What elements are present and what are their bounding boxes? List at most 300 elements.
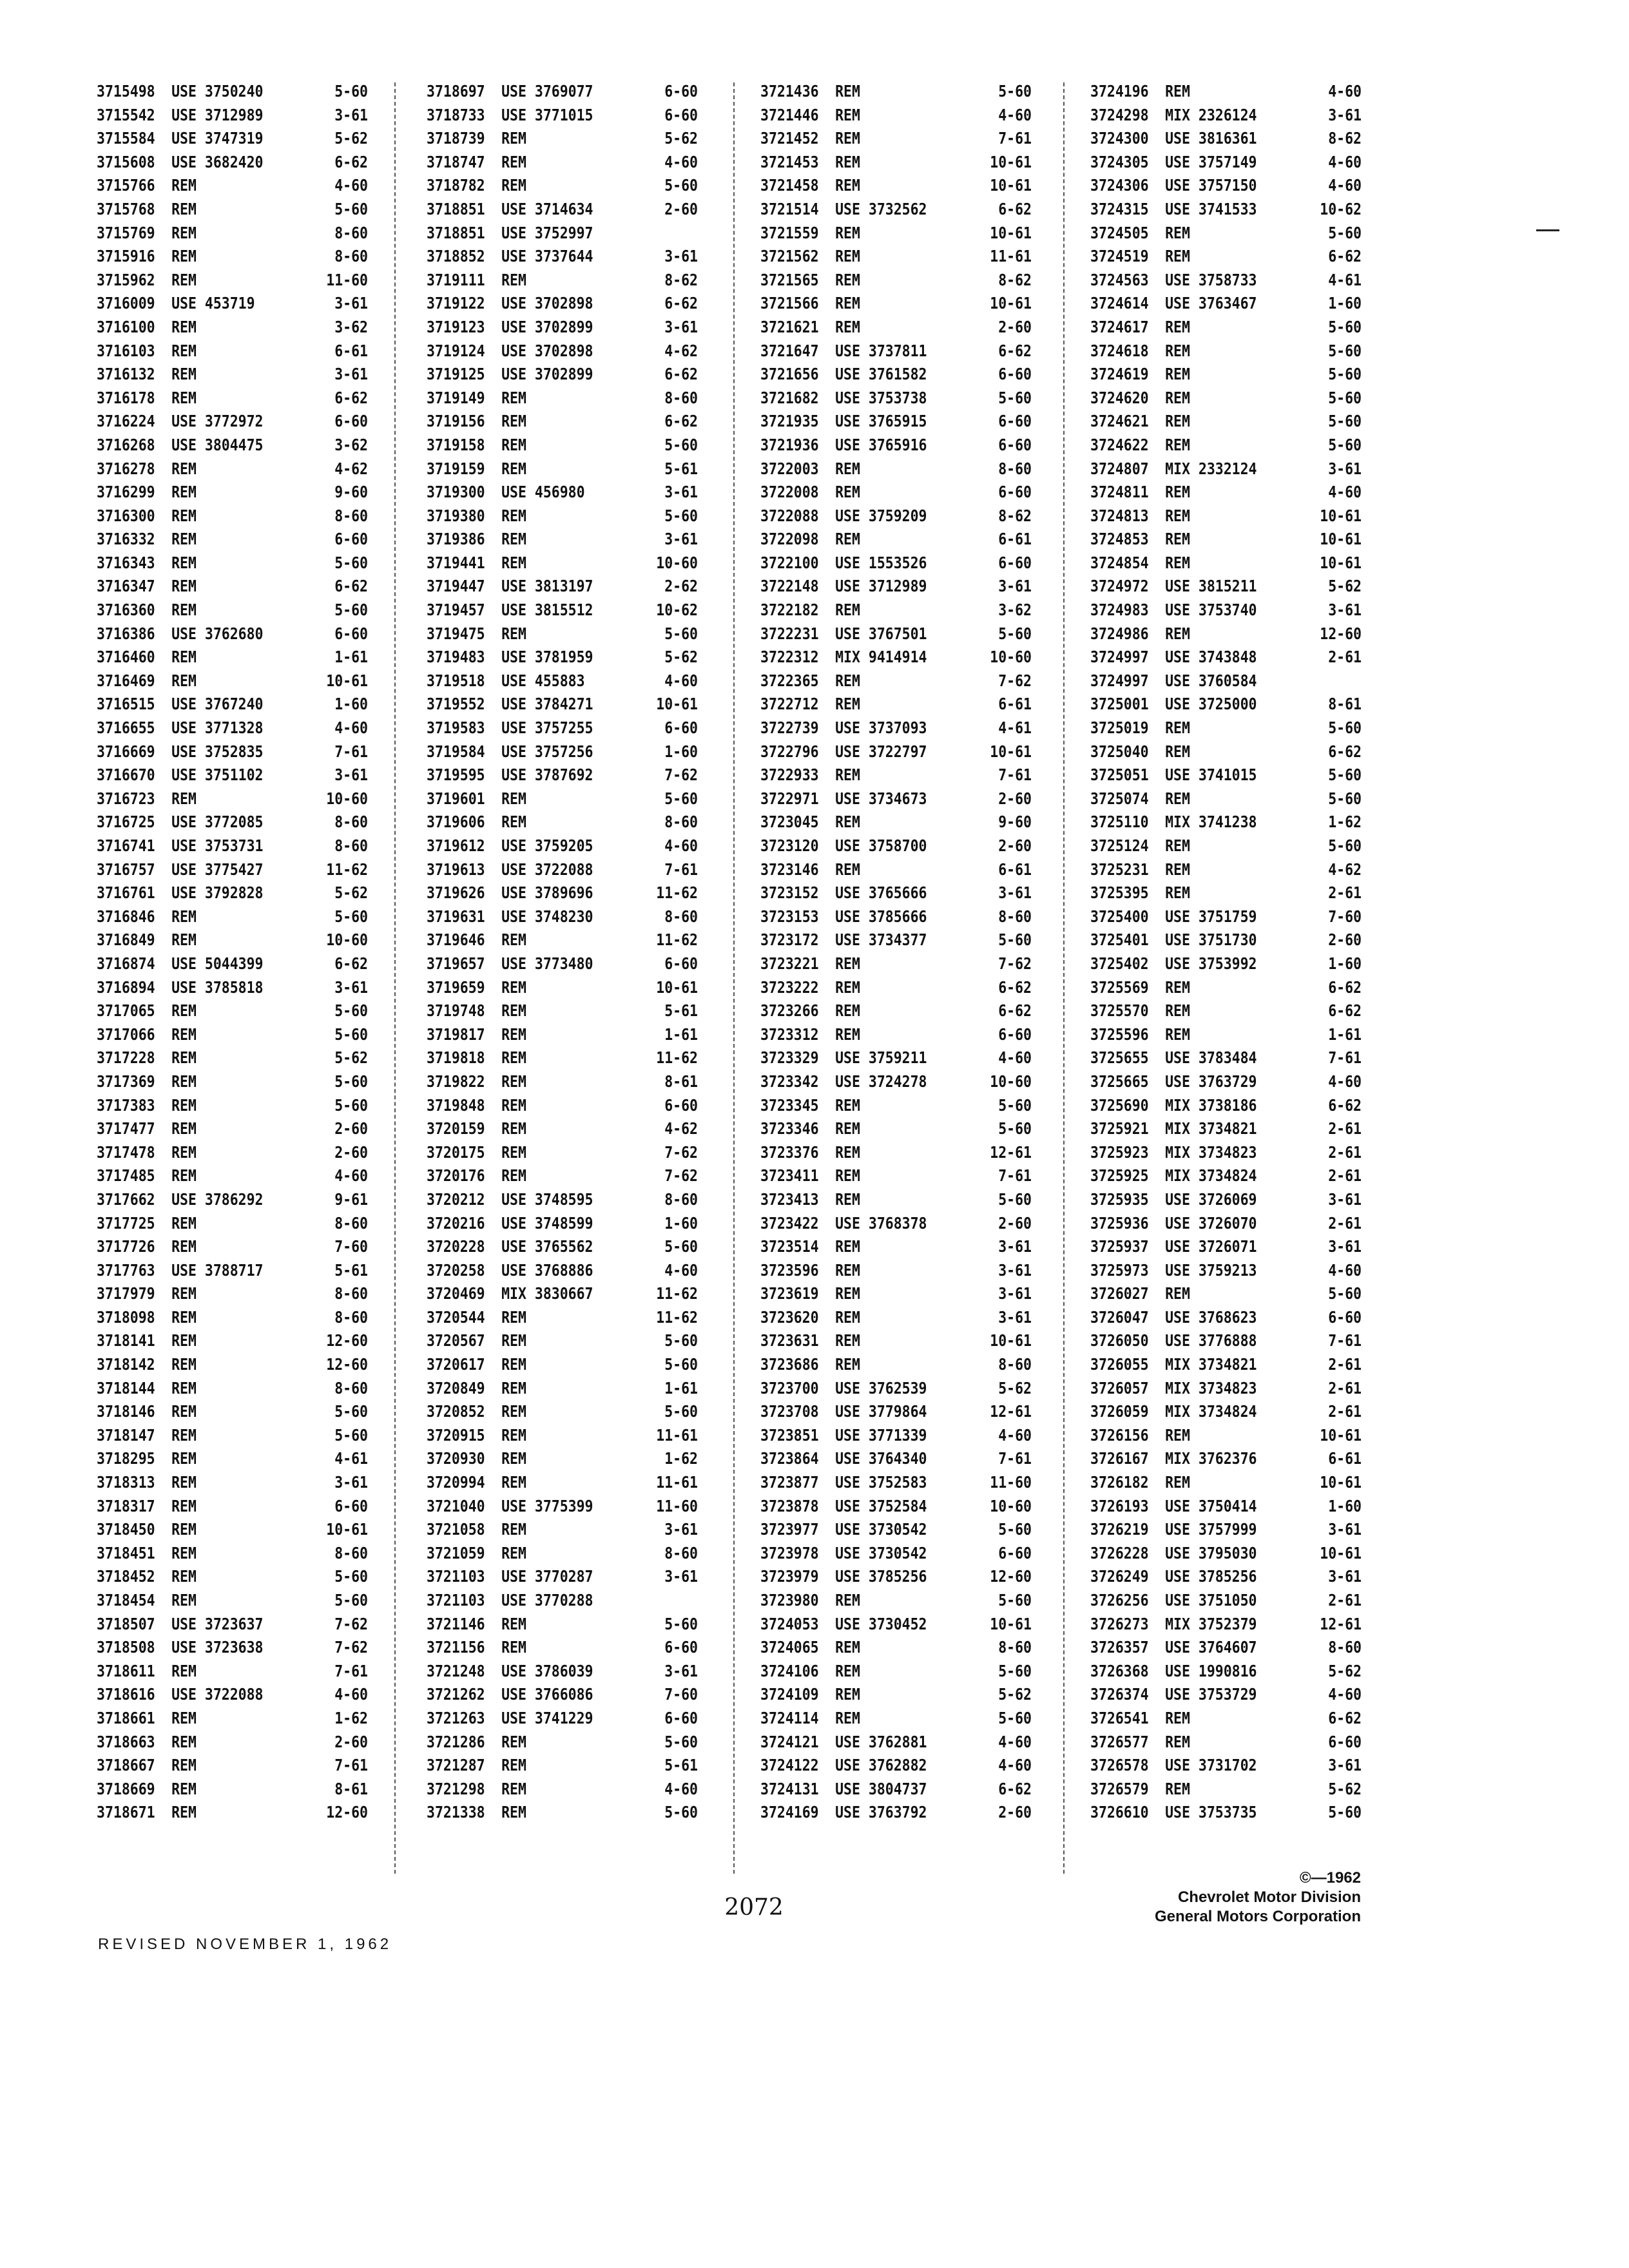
effective-date: 5-60 [334, 1402, 368, 1421]
corporation-name: General Motors Corporation [1154, 1908, 1361, 1925]
effective-date: 7-61 [998, 1166, 1032, 1186]
part-entry [97, 1754, 368, 1778]
part-entry [427, 1282, 698, 1306]
part-number: 3719475 [427, 624, 485, 643]
effective-date: 8-61 [664, 1072, 698, 1091]
effective-date: 4-61 [334, 1449, 368, 1468]
effective-date: 12-60 [990, 1567, 1032, 1586]
part-action: REM [1165, 977, 1190, 997]
effective-date: 4-60 [334, 1166, 368, 1186]
part-action: REM [835, 1638, 860, 1657]
part-entry [97, 1353, 368, 1377]
part-entry [427, 976, 698, 1000]
part-entry [427, 952, 698, 976]
part-entry [97, 1731, 368, 1754]
effective-date: 9-60 [334, 483, 368, 502]
part-entry [1090, 1778, 1362, 1802]
part-entry [97, 716, 368, 740]
part-action: USE 3702899 [501, 317, 593, 336]
part-entry [760, 669, 1032, 693]
part-action: REM [171, 270, 197, 289]
part-entry [97, 104, 368, 128]
part-action: REM [835, 1237, 860, 1256]
effective-date: 3-61 [334, 365, 368, 384]
part-number: 3718295 [97, 1449, 155, 1468]
part-entry [427, 1495, 698, 1519]
part-action: USE 3762882 [835, 1756, 927, 1775]
part-action: USE 3722088 [171, 1685, 264, 1704]
part-action: REM [171, 199, 197, 218]
effective-date: 5-62 [1328, 577, 1362, 596]
part-entry [427, 599, 698, 622]
part-number: 3721338 [427, 1803, 485, 1822]
part-action: USE 3750240 [171, 82, 264, 101]
part-action: MIX 9414914 [835, 648, 927, 667]
part-number: 3716849 [97, 930, 155, 950]
part-action: USE 3752997 [501, 223, 593, 242]
part-action: USE 3781959 [501, 648, 593, 667]
part-entry [97, 1636, 368, 1660]
part-action: REM [501, 1543, 526, 1562]
part-action: REM [171, 223, 197, 242]
effective-date: 6-62 [998, 977, 1032, 997]
part-number: 3721103 [427, 1567, 485, 1586]
part-action: REM [501, 1001, 526, 1021]
effective-date: 7-61 [334, 1756, 368, 1775]
part-entry [427, 80, 698, 104]
part-action: REM [171, 388, 197, 407]
part-action: USE 3769077 [501, 82, 593, 101]
part-entry [760, 693, 1032, 716]
part-entry [97, 363, 368, 387]
part-entry [427, 1471, 698, 1495]
effective-date: 7-61 [334, 1661, 368, 1680]
part-entry [427, 716, 698, 740]
part-entry [760, 1141, 1032, 1165]
effective-date: 7-62 [334, 1614, 368, 1633]
part-number: 3719631 [427, 907, 485, 926]
part-number: 3725596 [1090, 1024, 1149, 1044]
part-action: USE 3724278 [835, 1072, 927, 1091]
part-number: 3725040 [1090, 742, 1149, 761]
effective-date: 5-62 [334, 1048, 368, 1068]
part-action: USE 3760584 [1165, 671, 1257, 690]
part-number: 3721453 [760, 152, 819, 171]
part-number: 3718661 [97, 1708, 155, 1727]
part-number: 3723422 [760, 1213, 819, 1233]
effective-date: 4-60 [1328, 1260, 1362, 1280]
effective-date: 5-60 [334, 1095, 368, 1115]
part-action: USE 3761582 [835, 365, 927, 384]
part-entry [97, 622, 368, 646]
part-action: USE 3785256 [835, 1567, 927, 1586]
effective-date: 5-60 [998, 1520, 1032, 1539]
part-entry [1090, 1046, 1362, 1070]
effective-date: 5-60 [664, 176, 698, 195]
part-number: 3718616 [97, 1685, 155, 1704]
part-entry [1090, 174, 1362, 198]
part-action: MIX 3741238 [1165, 812, 1257, 832]
effective-date: 5-60 [664, 1614, 698, 1633]
part-entry [1090, 905, 1362, 929]
part-entry [97, 811, 368, 834]
part-number: 3719386 [427, 530, 485, 549]
part-number: 3719122 [427, 294, 485, 313]
effective-date: 7-61 [1328, 1048, 1362, 1068]
effective-date: 6-60 [664, 105, 698, 124]
part-action: REM [171, 1142, 197, 1162]
part-entry [427, 1683, 698, 1707]
effective-date: 1-62 [664, 1449, 698, 1468]
effective-date: 10-61 [656, 977, 698, 997]
part-entry [97, 1282, 368, 1306]
part-action: USE 3737093 [835, 718, 927, 738]
revision-date: REVISED NOVEMBER 1, 1962 [98, 1936, 392, 1953]
effective-date: 8-60 [334, 1378, 368, 1398]
part-number: 3720915 [427, 1425, 485, 1445]
part-number: 3716268 [97, 435, 155, 454]
part-entry [97, 1447, 368, 1471]
part-entry [97, 151, 368, 175]
part-action: REM [171, 1307, 197, 1327]
effective-date: 5-60 [1328, 435, 1362, 454]
part-entry [427, 1117, 698, 1141]
part-number: 3719156 [427, 412, 485, 431]
part-entry [97, 1070, 368, 1094]
effective-date: 2-61 [1328, 1591, 1362, 1610]
part-number: 3724122 [760, 1756, 819, 1775]
part-entry [97, 1613, 368, 1637]
part-number: 3715608 [97, 152, 155, 171]
part-entry [1090, 1542, 1362, 1566]
part-action: USE 3784271 [501, 695, 593, 714]
part-number: 3718147 [97, 1425, 155, 1445]
part-entry [760, 481, 1032, 505]
part-action: REM [835, 1189, 860, 1209]
part-number: 3721935 [760, 412, 819, 431]
effective-date: 4-60 [998, 1048, 1032, 1068]
part-action: REM [171, 1543, 197, 1562]
part-action: USE 3737644 [501, 247, 593, 266]
effective-date: 3-61 [664, 1520, 698, 1539]
part-entry [760, 1518, 1032, 1542]
effective-date: 11-62 [656, 1307, 698, 1327]
part-entry [427, 811, 698, 834]
part-entry [760, 952, 1032, 976]
part-number: 3716103 [97, 341, 155, 360]
part-action: USE 3757150 [1165, 176, 1257, 195]
part-number: 3718146 [97, 1402, 155, 1421]
part-action: REM [1165, 742, 1190, 761]
part-number: 3716725 [97, 812, 155, 832]
effective-date: 6-60 [998, 483, 1032, 502]
part-action: USE 3723637 [171, 1614, 264, 1633]
part-number: 3717066 [97, 1024, 155, 1044]
part-entry [427, 174, 698, 198]
part-number: 3717478 [97, 1142, 155, 1162]
part-entry [760, 1495, 1032, 1519]
part-action: USE 5044399 [171, 954, 264, 973]
part-action: REM [501, 1756, 526, 1775]
effective-date: 6-62 [1328, 742, 1362, 761]
effective-date: 7-61 [334, 742, 368, 761]
part-number: 3723266 [760, 1001, 819, 1021]
part-action: REM [501, 624, 526, 643]
part-action: REM [1165, 1284, 1190, 1303]
part-number: 3724986 [1090, 624, 1149, 643]
effective-date: 3-62 [998, 601, 1032, 620]
part-number: 3724519 [1090, 247, 1149, 266]
part-number: 3723620 [760, 1307, 819, 1327]
part-action: REM [171, 930, 197, 950]
part-number: 3724813 [1090, 506, 1149, 525]
part-action: REM [171, 365, 197, 384]
part-number: 3716360 [97, 601, 155, 620]
part-action: USE 3753740 [1165, 601, 1257, 620]
part-action: USE 3772972 [171, 412, 264, 431]
part-entry [97, 928, 368, 952]
part-number: 3717726 [97, 1237, 155, 1256]
part-number: 3716723 [97, 789, 155, 808]
part-entry [1090, 552, 1362, 575]
part-number: 3725051 [1090, 765, 1149, 785]
part-action: REM [171, 317, 197, 336]
effective-date: 3-61 [664, 247, 698, 266]
part-number: 3723514 [760, 1237, 819, 1256]
part-action: REM [501, 530, 526, 549]
part-action: REM [835, 82, 860, 101]
part-entry [1090, 222, 1362, 245]
part-entry [97, 1400, 368, 1424]
effective-date: 5-60 [1328, 765, 1362, 785]
part-number: 3723631 [760, 1331, 819, 1350]
part-entry [427, 1164, 698, 1188]
part-number: 3716761 [97, 883, 155, 903]
part-entry [1090, 1282, 1362, 1306]
part-entry [97, 1117, 368, 1141]
part-action: REM [835, 105, 860, 124]
effective-date: 12-60 [326, 1803, 368, 1822]
part-entry [760, 740, 1032, 764]
part-entry [427, 1542, 698, 1566]
part-number: 3724109 [760, 1685, 819, 1704]
part-entry [427, 340, 698, 363]
part-action: USE 3788717 [171, 1260, 264, 1280]
part-action: USE 3748595 [501, 1189, 593, 1209]
effective-date: 10-61 [1320, 1425, 1362, 1445]
part-number: 3716343 [97, 553, 155, 572]
part-entry [97, 1377, 368, 1401]
part-action: REM [501, 1520, 526, 1539]
part-entry [760, 1589, 1032, 1613]
part-entry [97, 292, 368, 316]
part-entry [760, 1282, 1032, 1306]
part-entry [1090, 528, 1362, 552]
effective-date: 6-60 [334, 1496, 368, 1515]
part-number: 3718663 [97, 1732, 155, 1751]
part-number: 3726193 [1090, 1496, 1149, 1515]
effective-date: 5-60 [664, 1402, 698, 1421]
effective-date: 5-60 [334, 1591, 368, 1610]
part-action: REM [501, 270, 526, 289]
part-number: 3725923 [1090, 1142, 1149, 1162]
part-number: 3718782 [427, 176, 485, 195]
effective-date: 6-62 [1328, 977, 1362, 997]
part-number: 3725925 [1090, 1166, 1149, 1186]
effective-date: 7-62 [664, 1166, 698, 1186]
part-number: 3719111 [427, 270, 485, 289]
part-entry [427, 764, 698, 787]
part-entry [760, 1471, 1032, 1495]
part-number: 3726059 [1090, 1402, 1149, 1421]
part-entry [1090, 481, 1362, 505]
part-number: 3726541 [1090, 1708, 1149, 1727]
part-action: USE 453719 [171, 294, 255, 313]
effective-date: 4-62 [334, 459, 368, 478]
effective-date: 5-60 [998, 1591, 1032, 1610]
part-entry [760, 1117, 1032, 1141]
part-action: USE 3785666 [835, 907, 927, 926]
part-number: 3722182 [760, 601, 819, 620]
part-entry [427, 505, 698, 528]
part-entry [427, 669, 698, 693]
part-entry [427, 1778, 698, 1802]
part-action: REM [501, 459, 526, 478]
part-action: USE 3762539 [835, 1378, 927, 1398]
effective-date: 1-61 [1328, 1024, 1362, 1044]
part-action: USE 3785818 [171, 977, 264, 997]
part-action: USE 3752835 [171, 742, 264, 761]
part-number: 3724983 [1090, 601, 1149, 620]
part-number: 3717228 [97, 1048, 155, 1068]
effective-date: 11-61 [990, 247, 1032, 266]
part-entry [97, 1212, 368, 1236]
part-action: USE 3741533 [1165, 199, 1257, 218]
effective-date: 2-60 [664, 199, 698, 218]
part-number: 3721656 [760, 365, 819, 384]
part-number: 3723342 [760, 1072, 819, 1091]
part-action: USE 3741015 [1165, 765, 1257, 785]
part-number: 3716178 [97, 388, 155, 407]
part-number: 3726273 [1090, 1614, 1149, 1633]
part-entry [1090, 363, 1362, 387]
part-action: USE 3765666 [835, 883, 927, 903]
part-number: 3715766 [97, 176, 155, 195]
part-number: 3719606 [427, 812, 485, 832]
effective-date: 3-61 [1328, 1520, 1362, 1539]
part-action: MIX 2326124 [1165, 105, 1257, 124]
part-entry [1090, 1023, 1362, 1047]
part-entry [97, 1660, 368, 1684]
part-entry [97, 481, 368, 505]
part-number: 3724997 [1090, 671, 1149, 690]
part-action: USE 3766086 [501, 1685, 593, 1704]
part-number: 3719848 [427, 1095, 485, 1115]
part-action: REM [835, 1095, 860, 1115]
part-action: MIX 3734821 [1165, 1119, 1257, 1139]
part-action: USE 3722088 [501, 860, 593, 879]
part-number: 3721040 [427, 1496, 485, 1515]
part-number: 3719818 [427, 1048, 485, 1068]
part-action: USE 3714634 [501, 199, 593, 218]
part-number: 3724114 [760, 1708, 819, 1727]
effective-date: 5-62 [998, 1378, 1032, 1398]
part-action: USE 455883 [501, 671, 585, 690]
part-entry [1090, 669, 1362, 693]
part-action: REM [501, 1378, 526, 1398]
part-action: USE 3757255 [501, 718, 593, 738]
effective-date: 3-61 [334, 765, 368, 785]
effective-date: 10-61 [1320, 553, 1362, 572]
part-entry [427, 693, 698, 716]
part-entry [427, 410, 698, 434]
effective-date: 6-60 [334, 530, 368, 549]
part-action: USE 3753992 [1165, 954, 1257, 973]
part-number: 3723596 [760, 1260, 819, 1280]
effective-date: 5-60 [334, 1001, 368, 1021]
effective-date: 10-61 [990, 294, 1032, 313]
part-number: 3719124 [427, 341, 485, 360]
effective-date: 10-61 [990, 1331, 1032, 1350]
part-number: 3723686 [760, 1355, 819, 1374]
effective-date: 4-60 [1328, 82, 1362, 101]
part-entry [1090, 1801, 1362, 1825]
part-number: 3719447 [427, 577, 485, 596]
effective-date: 4-61 [1328, 270, 1362, 289]
part-entry [97, 646, 368, 669]
part-action: USE 3772085 [171, 812, 264, 832]
effective-date: 11-61 [656, 1425, 698, 1445]
effective-date: 6-62 [998, 1779, 1032, 1798]
part-action: REM [835, 317, 860, 336]
part-entry [760, 151, 1032, 175]
part-entry [760, 1424, 1032, 1448]
part-number: 3716874 [97, 954, 155, 973]
effective-date: 10-61 [1320, 506, 1362, 525]
part-action: REM [501, 506, 526, 525]
parts-column-2 [427, 80, 699, 1878]
part-number: 3721452 [760, 129, 819, 148]
part-entry [427, 1070, 698, 1094]
part-number: 3724853 [1090, 530, 1149, 549]
part-number: 3722739 [760, 718, 819, 738]
part-action: REM [501, 1331, 526, 1350]
effective-date: 7-62 [664, 765, 698, 785]
effective-date: 2-61 [1328, 1119, 1362, 1139]
part-entry [97, 834, 368, 858]
part-number: 3725402 [1090, 954, 1149, 973]
effective-date: 5-60 [334, 199, 368, 218]
part-action: REM [501, 129, 526, 148]
effective-date: 3-61 [334, 977, 368, 997]
part-entry [1090, 811, 1362, 834]
effective-date: 2-60 [1328, 930, 1362, 950]
part-number: 3724053 [760, 1614, 819, 1633]
part-action: MIX 3738186 [1165, 1095, 1257, 1115]
part-entry [427, 1707, 698, 1731]
effective-date: 1-60 [664, 1213, 698, 1233]
part-action: REM [171, 1119, 197, 1139]
part-action: REM [1165, 1024, 1190, 1044]
effective-date: 8-60 [664, 1543, 698, 1562]
parts-column-1 [97, 80, 369, 1878]
part-action: USE 3758733 [1165, 270, 1257, 289]
effective-date: 10-61 [1320, 1543, 1362, 1562]
effective-date: 3-61 [998, 1237, 1032, 1256]
effective-date: 5-60 [998, 1119, 1032, 1139]
part-entry [1090, 1235, 1362, 1259]
part-action: REM [1165, 412, 1190, 431]
